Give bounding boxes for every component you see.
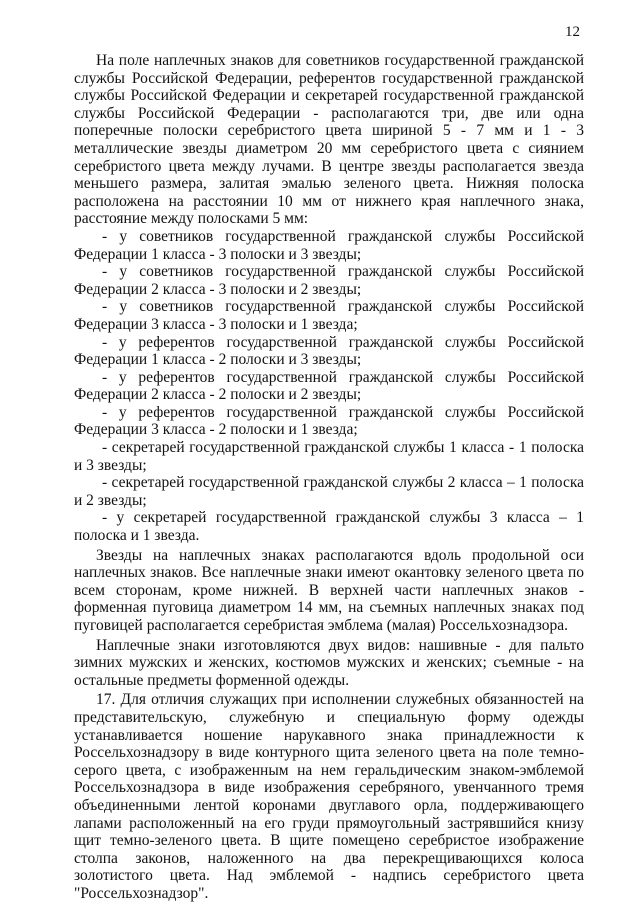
paragraph-shoulder-board-types: Наплечные знаки изготовляются двух видов: нашивные - для пальто зимних мужских и женских, костюмов мужских и женских; съемные - на остальные предметы форменной одежды.	[74, 636, 584, 689]
list-item: - секретарей государственной гражданской службы 1 класса - 1 полоска и 3 звезды;	[74, 439, 584, 474]
list-item: - у референтов государственной гражданской службы Российской Федерации 2 класса - 2 полоски и 2 звезды;	[74, 368, 584, 404]
list-item: - у советников государственной гражданской службы Российской Федерации 1 класса - 3 полоски и 3 звезды;	[74, 227, 584, 263]
list-item: - у советников государственной гражданской службы Российской Федерации 3 класса - 3 полоски и 1 звезда;	[74, 298, 584, 333]
document-body	[74, 52, 584, 903]
list-item: - у референтов государственной гражданской службы Российской Федерации 1 класса - 2 полоски и 3 звезды;	[74, 333, 584, 369]
paragraph-stars-placement: Звезды на наплечных знаках располагаются вдоль продольной оси наплечных знаков. Все наплечные знаки имеют окантовку зеленого цвета по всем сторонам, кроме нижней. В верхней части наплечных знаков - форменная пуговица диаметром 14 мм, на съемных наплечных знаках под пуговицей располагается серебристая эмблема (малая) Россельхознадзора.	[74, 546, 584, 634]
list-item: - у секретарей государственной гражданской службы 3 класса – 1 полоска и 1 звезда.	[74, 509, 584, 545]
list-item: - у референтов государственной гражданской службы Российской Федерации 3 класса - 2 полоски и 1 звезда;	[74, 403, 584, 439]
page-number: 12	[565, 24, 580, 40]
list-item: - секретарей государственной гражданской службы 2 класса – 1 полоска и 2 звезды;	[74, 474, 584, 509]
list-item: - у советников государственной гражданской службы Российской Федерации 2 класса - 3 полоски и 2 звезды;	[74, 263, 584, 298]
paragraph-sleeve-insignia: 17. Для отличия служащих при исполнении служебных обязанностей на представительскую, служебную и специальную форму одежды устанавливается ношение нарукавного знака принадлежности к Россельхознадзору в виде контурного щита зеленого цвета на поле темно-серого цвета, с изображенным на нем геральдическим знаком-эмблемой Россельхознадзора в виде изображения серебряного, увенчанного тремя объединенными лентой коронами двуглавого орла, поддерживающего лапами расположенный на его груди прямоугольный застрявшийся книзу щит темно-зеленого цвета. В щите помещено серебристое изображение столпа законов, наложенного на два перекрещивающихся колоса золотистого цвета. Над эмблемой - надпись серебристого цвета "Россельхознадзор".	[74, 691, 584, 902]
paragraph-shoulder-boards-intro: На поле наплечных знаков для советников государственной гражданской службы Российской Федерации, референтов государственной гражданской службы Российской Федерации и секретарей государственной гражданской службы Российской Федерации - располагаются три, две или одна поперечные полоски серебристого цвета шириной 5 - 7 мм и 1 - 3 металлические звезды диаметром 20 мм серебристого цвета с сиянием серебристого цвета между лучами. В центре звезды располагается звезда меньшего размера, залитая эмалью зеленого цвета. Нижняя полоска расположена на расстоянии 10 мм от нижнего края наплечного знака, расстояние между полосками 5 мм:	[74, 52, 584, 228]
